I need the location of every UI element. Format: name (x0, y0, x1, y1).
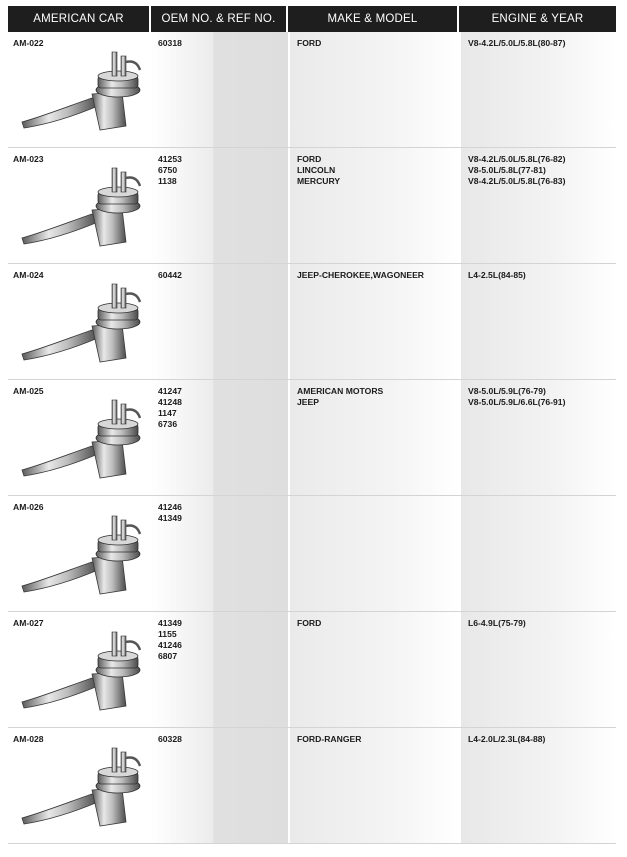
oem-ref-cell (151, 612, 288, 727)
engine-year: L4-2.0L/2.3L(84-88) (468, 734, 546, 744)
part-code: AM-024 (13, 270, 44, 280)
engine-year: L4-2.5L(84-85) (468, 270, 526, 280)
fuel-pump-image (14, 278, 148, 378)
part-code-cell (8, 496, 151, 611)
oem-ref-cell (151, 380, 288, 495)
part-code: AM-026 (13, 502, 44, 512)
oem-number: 1138 (158, 176, 177, 186)
part-code: AM-027 (13, 618, 44, 628)
table-row (8, 728, 616, 844)
oem-number: 60318 (158, 38, 182, 48)
part-code-cell (8, 380, 151, 495)
oem-number: 6736 (158, 419, 178, 429)
part-code: AM-022 (13, 38, 44, 48)
make-model: JEEP (297, 397, 319, 407)
oem-number: 60442 (158, 270, 182, 280)
oem-number: 41246 (158, 502, 182, 512)
oem-number: 6750 (158, 165, 178, 175)
table-row (8, 612, 616, 728)
engine-year-cell (459, 496, 616, 611)
engine-year-cell (459, 612, 616, 727)
engine-year-cell (459, 264, 616, 379)
make-model-cell (288, 728, 459, 843)
oem-number: 41246 (158, 640, 182, 650)
oem-number: 60328 (158, 734, 182, 744)
engine-year: V8-4.2L/5.0L/5.8L(76-82) (468, 154, 566, 164)
oem-number: 41349 (158, 618, 182, 628)
oem-number: 41248 (158, 397, 182, 407)
part-code-cell (8, 32, 151, 147)
make-model-cell (288, 264, 459, 379)
engine-year-cell (459, 728, 616, 843)
part-code-cell (8, 612, 151, 727)
make-model: FORD (297, 38, 322, 48)
header-oem-ref: OEM NO. & REF NO. (151, 6, 288, 32)
make-model-cell (288, 148, 459, 263)
engine-year: V8-4.2L/5.0L/5.8L(76-83) (468, 176, 566, 186)
engine-year-cell (459, 380, 616, 495)
engine-year-cell (459, 148, 616, 263)
part-code-cell (8, 264, 151, 379)
oem-number: 41349 (158, 513, 182, 523)
oem-ref-cell (151, 148, 288, 263)
table-row (8, 148, 616, 264)
make-model: AMERICAN MOTORS (297, 386, 384, 396)
make-model: FORD (297, 618, 322, 628)
make-model-cell (288, 32, 459, 147)
make-model: LINCOLN (297, 165, 336, 175)
header-american-car: AMERICAN CAR (8, 6, 151, 32)
oem-number: 41247 (158, 386, 182, 396)
fuel-pump-image (14, 46, 148, 146)
oem-ref-cell (151, 32, 288, 147)
fuel-pump-image (14, 162, 148, 262)
engine-year: L6-4.9L(75-79) (468, 618, 526, 628)
part-code: AM-023 (13, 154, 44, 164)
oem-number: 1147 (158, 408, 177, 418)
table-row (8, 496, 616, 612)
oem-ref-cell (151, 728, 288, 843)
header-make-model: MAKE & MODEL (288, 6, 459, 32)
make-model: JEEP-CHEROKEE,WAGONEER (297, 270, 425, 280)
oem-number: 6807 (158, 651, 178, 661)
fuel-pump-image (14, 626, 148, 726)
table-row (8, 32, 616, 148)
engine-year: V8-4.2L/5.0L/5.8L(80-87) (468, 38, 566, 48)
oem-number: 1155 (158, 629, 177, 639)
fuel-pump-image (14, 394, 148, 494)
header-engine-year: ENGINE & YEAR (491, 13, 584, 25)
make-model-cell (288, 612, 459, 727)
engine-year-cell (459, 32, 616, 147)
fuel-pump-image (14, 510, 148, 610)
part-code-cell (8, 728, 151, 843)
table-row (8, 380, 616, 496)
oem-ref-cell (151, 264, 288, 379)
oem-ref-cell (151, 496, 288, 611)
part-code-cell (8, 148, 151, 263)
make-model: MERCURY (297, 176, 341, 186)
engine-year: V8-5.0L/5.9L(76-79) (468, 386, 546, 396)
engine-year: V8-5.0L/5.8L(77-81) (468, 165, 546, 175)
make-model-cell (288, 496, 459, 611)
parts-catalog-table (8, 6, 616, 844)
table-row (8, 264, 616, 380)
make-model: FORD (297, 154, 322, 164)
part-code: AM-028 (13, 734, 44, 744)
make-model-cell (288, 380, 459, 495)
fuel-pump-image (14, 742, 148, 842)
table-header (8, 6, 616, 32)
engine-year: V8-5.0L/5.9L/6.6L(76-91) (468, 397, 566, 407)
oem-number: 41253 (158, 154, 182, 164)
make-model: FORD-RANGER (297, 734, 362, 744)
part-code: AM-025 (13, 386, 44, 396)
table-body (8, 32, 616, 844)
